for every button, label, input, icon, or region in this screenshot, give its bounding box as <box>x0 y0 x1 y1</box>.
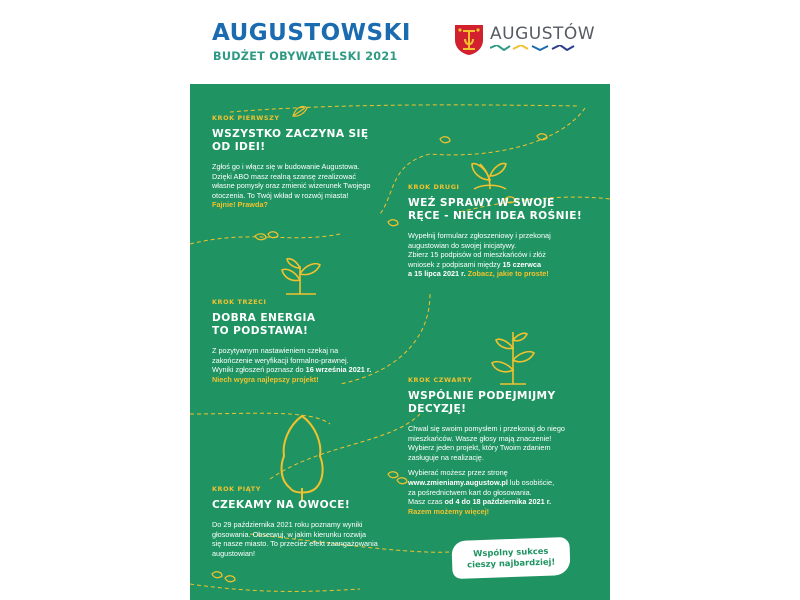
step-4 <box>408 376 565 516</box>
step-body: Zgłoś go i włącz się w budowanie Augustowa. Dzięki ABO masz realną szansę zrealizować własne pomysły oraz zmienić wizerunek Twojego otoczenia. To Twój wkład w rozwój miasta! Fajnie! Prawda? <box>212 162 371 210</box>
city-name: AUGUSTÓW <box>490 24 596 44</box>
step-title: WSZYSTKO ZACZYNA SIĘ OD IDEI! <box>212 128 369 153</box>
step-title: CZEKAMY NA OWOCE! <box>212 499 351 511</box>
plant-icon <box>282 259 320 294</box>
step-title: WSPÓLNIE PODEJMIJMY DECYZJĘ! <box>408 390 556 415</box>
step-label: KROK CZWARTY <box>408 376 473 384</box>
step-highlight: Razem możemy więcej! <box>408 506 490 516</box>
poster <box>190 0 610 600</box>
step-3 <box>212 298 371 384</box>
step-body: Wypełnij formularz zgłoszeniowy i przekonaj augustowian do swojej inicjatywy. Zbierz 15 podpisów od mieszkańców i złóż wniosek z podpisami między 15 czerwca a 15 lipca 2021 r. Zobacz, jakie to proste! <box>408 231 551 279</box>
step-1 <box>212 114 370 210</box>
step-label: KROK DRUGI <box>408 183 460 191</box>
poster-subtitle: BUDŻET OBYWATELSKI 2021 <box>213 50 398 63</box>
step-title: WEŹ SPRAWY W SWOJE RĘCE - NIECH IDEA ROŚNIE! <box>408 197 583 222</box>
step-body: Chwal się swoim pomysłem i przekonaj do niego mieszkańców. Wasze głosy mają znaczenie! Wybierz jeden projekt, który Twoim zdaniem zasługuje na realizację. Wybierać możesz przez stronę www.zmieniamy.augustow.pl lub osobiście, za pośrednictwem kart do głosowania. Masz czas od 4 do 18 października 2021 r. Razem możemy więcej! <box>408 424 565 516</box>
step-body: Do 29 października 2021 roku poznamy wyniki głosowania. Obserwuj, w jakim kierunku rozwija się nasze miasto. To przecież efekt zaangażowania augustowian! <box>212 520 378 558</box>
step-5 <box>212 485 378 558</box>
step-label: KROK PIERWSZY <box>212 114 280 122</box>
step-label: KROK PIĄTY <box>212 485 261 493</box>
step-body: Z pozytywnym nastawieniem czekaj na zakończenie weryfikacji formalno-prawnej. Wyniki zgłoszeń poznasz do 16 września 2021 r. Niech wygra najlepszy projekt! <box>212 346 372 384</box>
step-highlight: Zobacz, jakie to proste! <box>467 269 549 279</box>
header <box>190 0 610 84</box>
content-panel <box>190 84 610 600</box>
logo-stripes-icon <box>490 45 575 51</box>
step-title: DOBRA ENERGIA TO PODSTAWA! <box>212 312 316 337</box>
coat-of-arms-icon <box>454 24 484 56</box>
poster-title: AUGUSTOWSKI <box>212 20 411 46</box>
step-highlight: Niech wygra najlepszy projekt! <box>212 374 319 384</box>
website-link[interactable]: www.zmieniamy.augustow.pl <box>408 477 508 487</box>
step-highlight: Fajnie! Prawda? <box>212 200 268 210</box>
slogan-badge: Wspólny sukces cieszy najbardziej! <box>451 537 570 579</box>
step-2 <box>408 183 582 279</box>
step-label: KROK TRZECI <box>212 298 267 306</box>
